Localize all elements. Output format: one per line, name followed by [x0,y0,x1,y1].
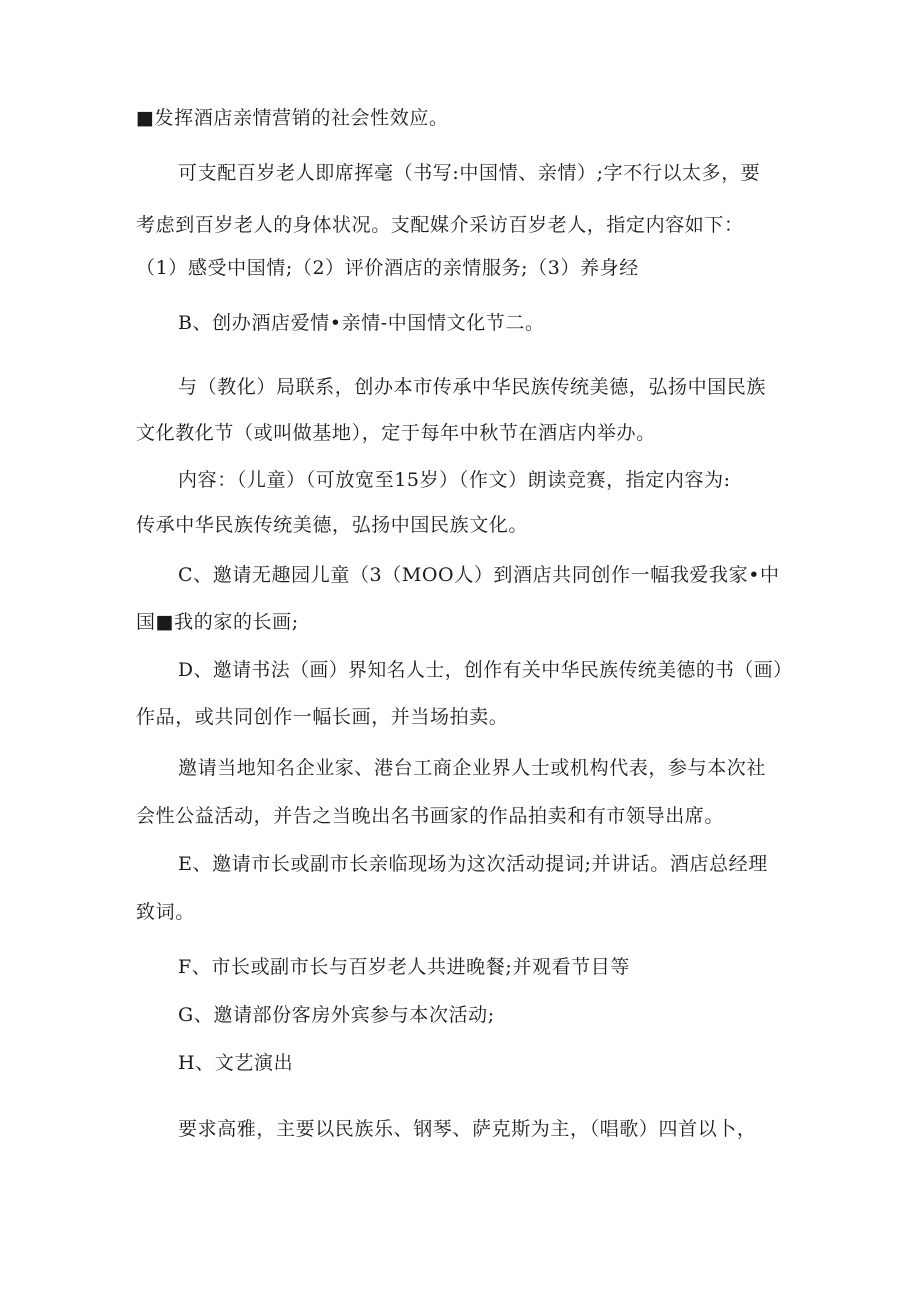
text-line: H、文艺演出 [178,1052,294,1074]
text-line: 邀请当地知名企业家、港台工商企业界人士或机构代表，参与本次社 [178,757,767,779]
text-line: 会性公益活动，并告之当晚出名书画家的作品拍卖和有市领导出席。 [136,805,725,827]
text-line: 要求高雅，主要以民族乐、钢琴、萨克斯为主，（唱歌）四首以卜， [178,1118,757,1140]
text-line: 文化教化节（或叫做基地），定于每年中秋节在酒店内举办。 [136,422,656,444]
text-line: 考虑到百岁老人的身体状况。支配媒介采访百岁老人，指定内容如下： [136,214,744,236]
text-line: 内容：（儿童）（可放宽至15岁）（作文）朗读竞赛，指定内容为: [178,469,731,491]
text-line: 传承中华民族传统美德，弘扬中国民族文化。 [136,514,529,536]
text-line: E、邀请市长或副市长亲临现场为这次活动提词;并讲话。酒店总经理 [178,853,768,875]
text-line: 与（教化）局联系，创办本市传承中华民族传统美德，弘扬中国民族 [178,376,767,398]
text-line: C、邀请无趣园儿童（3（MOO人）到酒店共同创作一幅我爱我家•中 [178,564,780,586]
text-line: G、邀请部份客房外宾参与本次活动; [178,1004,495,1026]
text-line: 可支配百岁老人即席挥毫（书写:中国情、亲情）;字不行以太多，要 [178,162,761,184]
text-line: ■发挥酒店亲情营销的社会性效应。 [136,107,449,129]
text-line: 国■我的家的长画; [136,611,299,633]
text-line: D、邀请书法（画）界知名人士，创作有关中华民族传统美德的书（画） [178,659,793,681]
text-line: 致词。 [136,901,195,923]
text-line: （1）感受中国情;（2）评价酒店的亲情服务;（3）养身经 [136,257,639,279]
text-line: 作品，或共同创作一幅长画，并当场拍卖。 [136,706,509,728]
text-line: F、市长或副市长与百岁老人共进晚餐;并观看节目等 [178,956,630,978]
text-line: B、创办酒店爱情•亲情-中国情文化节二。 [178,312,545,334]
